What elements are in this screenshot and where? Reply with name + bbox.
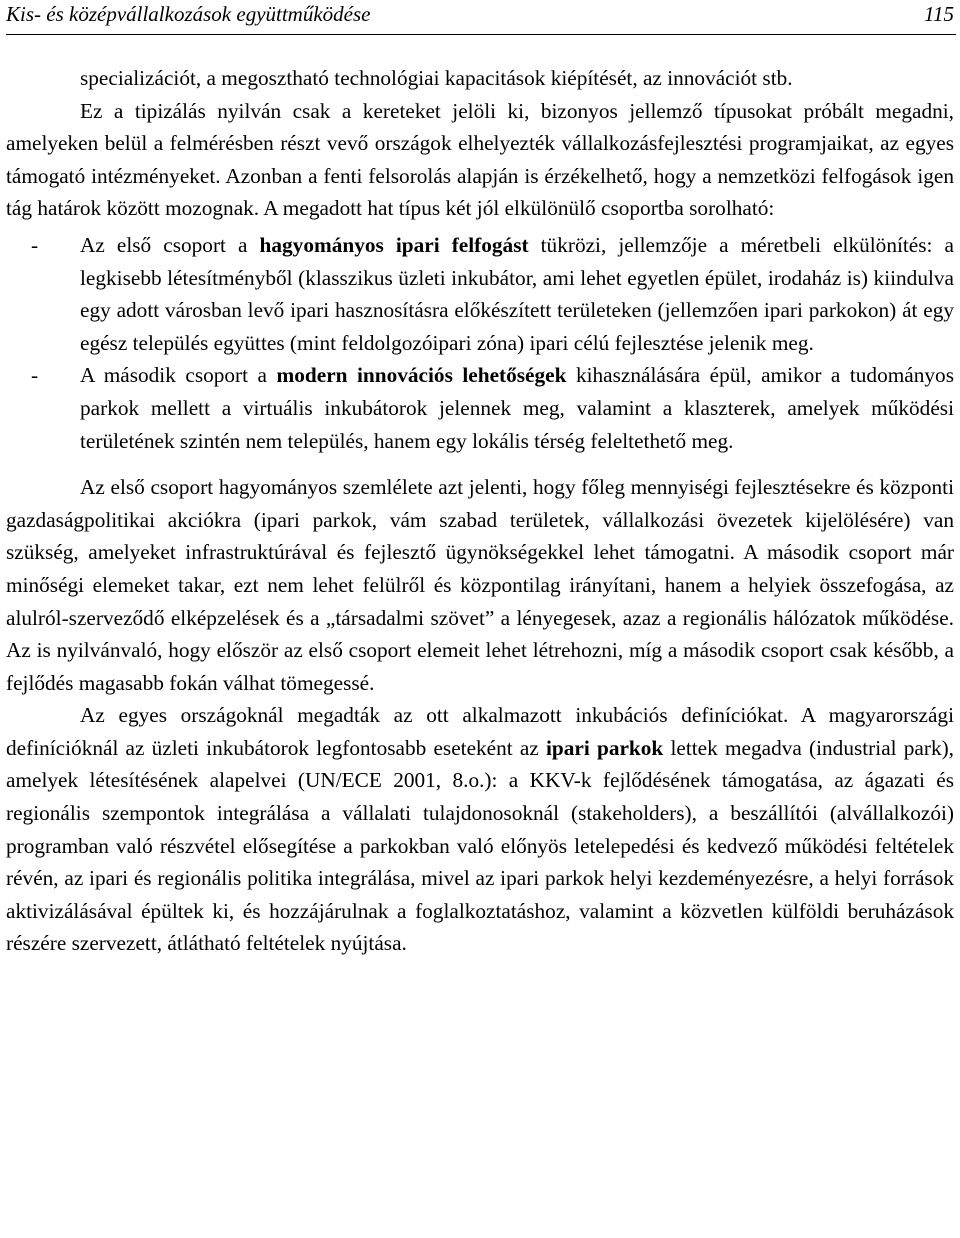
paragraph-comparison: Az első csoport hagyományos szemlélete azt jelenti, hogy főleg mennyiségi fejlesztésekre és központi gazdaságpolitikai akciókra (ipari parkok, vám szabad területek, vállalkozási övezetek kijelölésére) van szükség, amelyeket infrastruktúrával és fejlesztő ügynökségekkel lehet támogatni. A második csoport már minőségi elemeket takar, ezt nem lehet felülről és központilag irányítani, hanem a helyiek összefogása, az alulról-szerveződő elképzelések és a „társadalmi szövet” a lényegesek, azaz a regionális hálózatok működése. Az is nyilvánvaló, hogy először az első csoport elemeit lehet létrehozni, míg a második csoport csak később, a fejlődés magasabb fokán válhat tömegessé. — [6, 475, 954, 695]
paragraph-definitions — [6, 699, 954, 960]
running-header-title: Kis- és középvállalkozások együttműködése — [6, 2, 371, 26]
list-item-text: kihasználására épül, amikor a tudományos parkok mellett a virtuális inkubátorok jelennek meg, valamint a klaszterek, amelyek működési területének szintén nem település, hanem egy lokális térség feleltethető meg. — [80, 363, 954, 453]
running-header — [6, 0, 956, 35]
group-list — [6, 229, 954, 457]
paragraph-text: Az egyes országoknál megadták az ott alkalmazott inkubációs definíciókat. A magyarországi definícióknál az üzleti inkubátorok legfontosabb eseteként az — [6, 703, 954, 760]
page-number: 115 — [924, 2, 954, 26]
list-marker: - — [31, 363, 39, 388]
page-body — [6, 62, 954, 960]
paragraph-text: lettek megadva (industrial park), amelyek létesítésének alapelvei (UN/ECE 2001, 8.o.): a KKV-k fejlődésének támogatása, az ágazati és regionális szempontok integrálása a vállalati tulajdonosoknál (stakeholders), a beszállítói (alvállalkozói) programban való részvétel elősegítése a parkokban való előnyös letelepedési és kedvező működési feltételek révén, az ipari és regionális politika integrálása, mivel az ipari parkok helyi kezdeményezésre, a helyi források aktivizálásával épültek ki, és hozzájárulnak a foglalkoztatáshoz, valamint a közvetlen külföldi beruházások részére szervezett, átlátható feltételek nyújtása. — [6, 735, 955, 956]
list-item-text: Az első csoport a — [80, 232, 260, 257]
paragraph-continuation: specializációt, a megosztható technológiai kapacitások kiépítését, az innovációt stb. — [80, 66, 793, 90]
list-item-second-group — [6, 359, 954, 457]
list-item-text: tükrözi, jellemzője a méretbeli elkülönítés: a legkisebb létesítményből (klasszikus üzleti inkubátor, ami lehet egyetlen épület, irodaház is) kiindulva egy adott városban levő ipari hasznosításra előkészített területeken (jellemzően ipari parkokon) át egy egész település együttes (mint feldolgozóipari zóna) ipari célú fejlesztése jelenik meg. — [80, 232, 954, 355]
list-marker: - — [31, 232, 39, 257]
list-item-first-group — [6, 229, 954, 359]
list-item-text: A második csoport a — [80, 363, 277, 388]
emphasis-modern: modern innovációs lehetőségek — [276, 363, 567, 388]
emphasis-industrial-parks: ipari parkok — [546, 735, 664, 760]
emphasis-traditional: hagyományos ipari felfogást — [259, 232, 529, 257]
paragraph-typology: Ez a tipizálás nyilván csak a kereteket jelöli ki, bizonyos jellemző típusokat próbált megadni, amelyeken belül a felmérésben részt vevő országok elhelyezték vállalkozásfejlesztési programjaikat, az egyes támogató intézményeket. Azonban a fenti felsorolás alapján is érzékelhető, hogy a nemzetközi felfogások igen tág határok között mozognak. A megadott hat típus két jól elkülönülő csoportba sorolható: — [6, 98, 954, 221]
